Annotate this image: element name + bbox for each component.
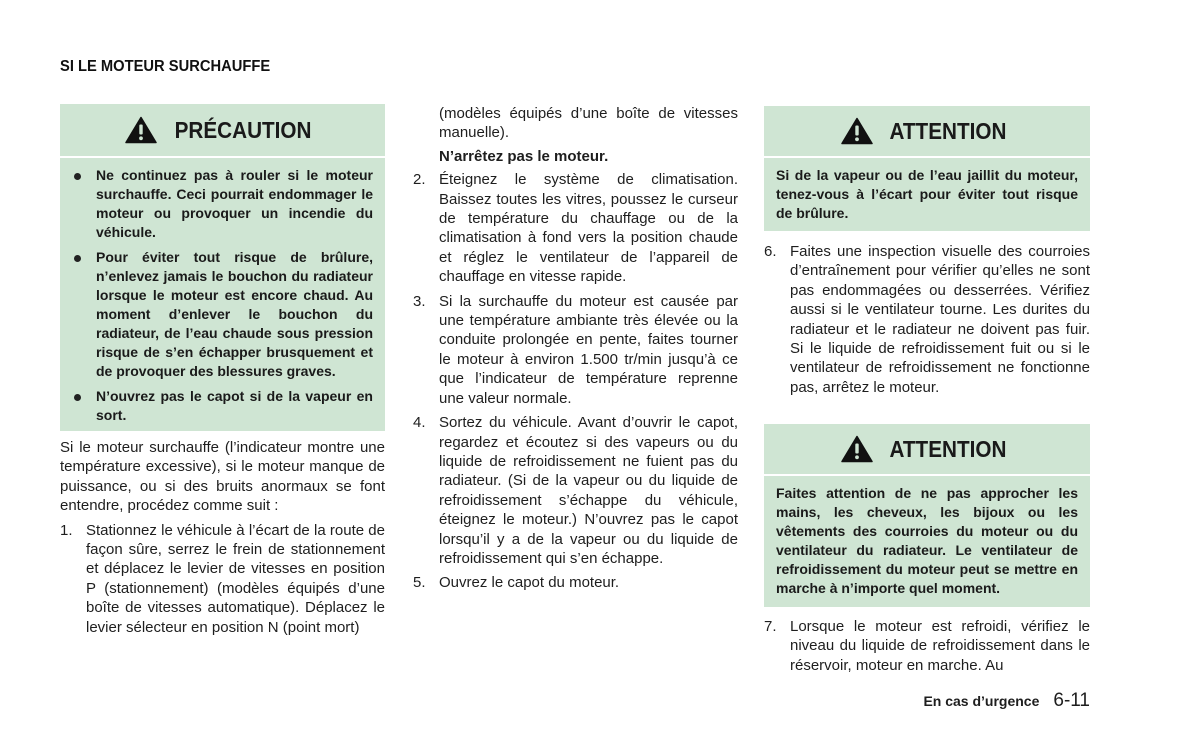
step-1-note: N’arrêtez pas le moteur. — [439, 147, 609, 165]
step-number: 5. — [413, 574, 426, 592]
step-6-block — [764, 242, 1090, 397]
step-3 — [413, 292, 738, 408]
precaution-header — [60, 104, 385, 158]
step-7 — [764, 617, 1090, 675]
precaution-body — [60, 158, 385, 439]
step-text: Lorsque le moteur est refroidi, vérifiez le niveau du liquide de refroidissement dans le réservoir, moteur en marche. Au — [790, 618, 1090, 674]
precaution-title: PRÉCAUTION — [175, 116, 312, 143]
attention-box-1 — [764, 106, 1090, 231]
attention-text: Faites attention de ne pas approcher les mains, les cheveux, les bijoux ou les vêtements des courroies du moteur ou du ventilateur du radiateur. Le ventilateur de refroidissement du moteur peut se mettre en marche à n’importe quel moment. — [776, 485, 1078, 596]
precaution-item: Pour éviter tout risque de brûlure, n’enlevez jamais le bouchon du radiateur lorsque le moteur est encore chaud. Au moment d’enlever le bouchon du radiateur, de l’eau chaude sous pression risque de s’en échapper brusquement et de provoquer des blessures graves. — [72, 248, 373, 381]
attention-body — [764, 476, 1090, 606]
step-text: Si la surchauffe du moteur est causée par une température ambiante très élevée ou la conduite prolongée en pente, faites tourner le moteur à environ 1.500 tr/min jusqu’à ce que l’indicateur de température reprenne une valeur normale. — [439, 292, 738, 407]
attention-header — [764, 424, 1090, 476]
page-number: 6-11 — [1053, 690, 1090, 711]
step-2 — [413, 170, 738, 286]
attention-box-2 — [764, 424, 1090, 607]
precaution-item: Ne continuez pas à rouler si le moteur surchauffe. Ceci pourrait endommager le moteur ou provoquer un incendie du véhicule. — [72, 166, 373, 242]
step-number: 4. — [413, 414, 426, 432]
step-number: 2. — [413, 171, 426, 189]
step-text: Ouvrez le capot du moteur. — [439, 574, 620, 592]
step-5 — [413, 573, 738, 592]
footer-section-name: En cas d’urgence — [923, 693, 1040, 709]
precaution-list — [72, 166, 373, 425]
intro-paragraph: Si le moteur surchauffe (l’indicateur montre une température excessive), si le moteur manque de puissance, ou si des bruits anormaux se font entendre, procédez comme suit : — [60, 439, 385, 515]
attention-title: ATTENTION — [889, 117, 1007, 144]
step-text: Éteignez le système de climatisation. Baissez toutes les vitres, poussez le curseur de température du chauffage ou de la climatisation à fond vers la position chaude et réglez le ventilateur de l’appareil de chauffage en vitesse rapide. — [439, 171, 738, 286]
step-text: Sortez du véhicule. Avant d’ouvrir le capot, regardez et écoutez si des vapeurs ou du liquide de refroidissement ne fuient pas du radiateur. (Si de la vapeur ou du liquide de refroidissement s’échappe du véhicule, éteignez le moteur.) N’ouvrez pas le capot lorsqu’il y a de la vapeur ou du liquide de refroidissement qui s’en échappe. — [439, 414, 738, 567]
step-6 — [764, 242, 1090, 397]
column-2-text — [413, 104, 738, 593]
step-number: 7. — [764, 618, 777, 635]
step-1 — [60, 521, 385, 637]
step-4 — [413, 413, 738, 568]
warning-triangle-icon — [841, 117, 873, 145]
attention-header — [764, 106, 1090, 158]
precaution-box — [60, 104, 385, 431]
step-number: 6. — [764, 243, 777, 260]
step-text: Faites une inspection visuelle des courroies d’entraînement pour vérifier qu’elles ne sont pas endommagées ou desserrées. Vérifiez aussi si le ventilateur tourne. Les durites du radiateur et le radiateur ne doivent pas fuir. Si le liquide de refroidissement fuit ou si le ventilateur de refroidissement ne fonctionne pas, arrêtez le moteur. — [790, 243, 1090, 396]
step-7-block — [764, 617, 1090, 675]
step-text: Stationnez le véhicule à l’écart de la route de façon sûre, serrez le frein de stationnement et déplacez le levier de vitesses en position P (stationnement) (modèles équipés d’une boîte de vitesses automatique). Déplacez le levier sélecteur en position N (point mort) — [86, 521, 385, 636]
attention-text: Si de la vapeur ou de l’eau jaillit du moteur, tenez-vous à l’écart pour éviter tout risque de brûlure. — [776, 167, 1078, 221]
step-number: 3. — [413, 292, 426, 310]
page-footer — [923, 690, 1090, 712]
attention-body — [764, 158, 1090, 231]
section-title: SI LE MOTEUR SURCHAUFFE — [60, 58, 271, 75]
attention-title: ATTENTION — [889, 435, 1007, 462]
step-number: 1. — [60, 521, 73, 539]
column-1-text — [60, 438, 385, 637]
warning-triangle-icon — [125, 116, 157, 144]
warning-triangle-icon — [841, 435, 873, 463]
precaution-item: N’ouvrez pas le capot si de la vapeur en sort. — [72, 387, 373, 425]
step-1-continuation: (modèles équipés d’une boîte de vitesses manuelle). — [439, 105, 738, 142]
